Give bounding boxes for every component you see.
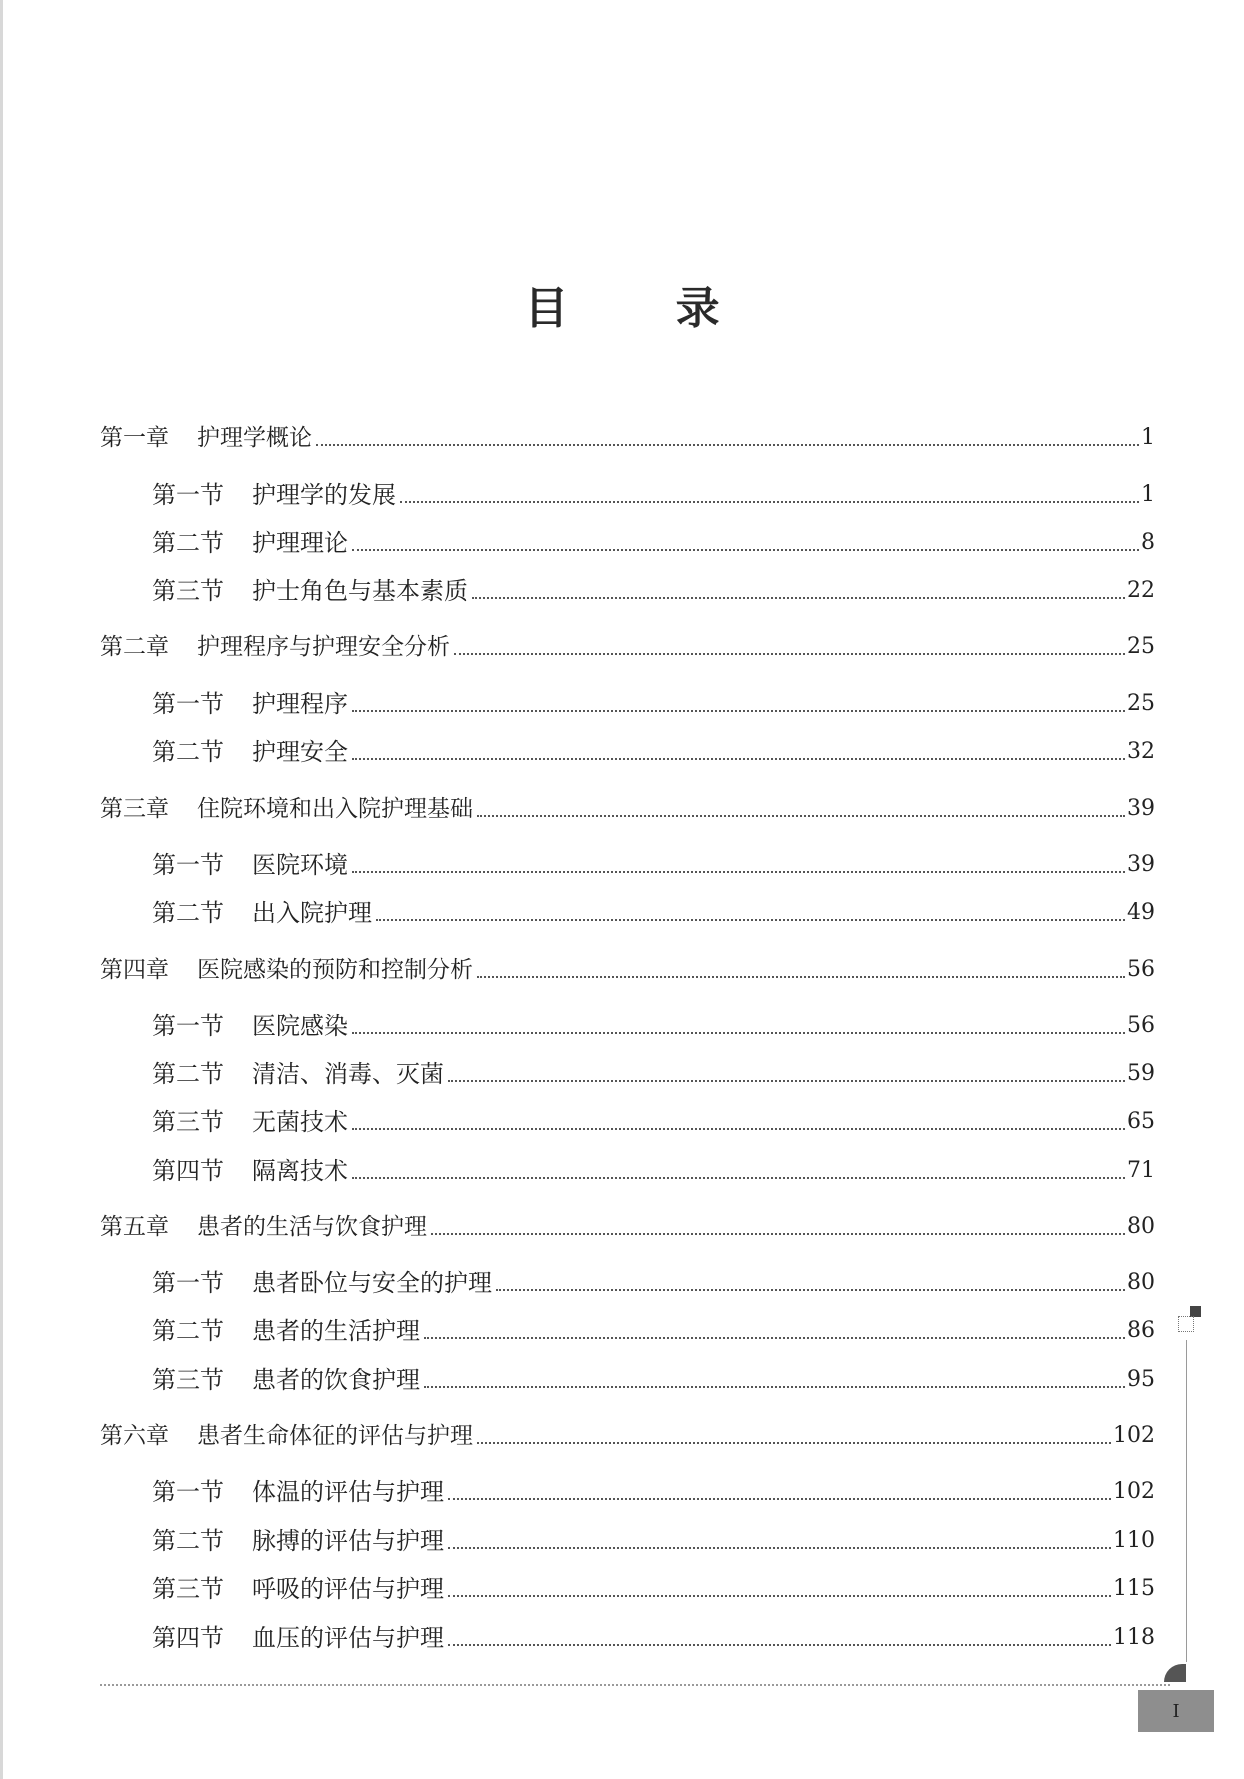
toc-dot-leader bbox=[448, 1547, 1111, 1549]
toc-entry-title: 呼吸的评估与护理 bbox=[252, 1575, 444, 1603]
toc-entry-title: 住院环境和出入院护理基础 bbox=[197, 796, 473, 822]
footer-rule bbox=[100, 1684, 1170, 1686]
toc-entry-title: 患者生命体征的评估与护理 bbox=[197, 1423, 473, 1449]
toc-entry-title: 隔离技术 bbox=[252, 1157, 348, 1185]
toc-entry-page: 110 bbox=[1113, 1528, 1155, 1553]
toc-dot-leader bbox=[454, 653, 1125, 655]
toc-entry-number: 第一章 bbox=[100, 425, 169, 451]
toc-entry-page: 80 bbox=[1127, 1214, 1155, 1239]
toc-dot-leader bbox=[316, 444, 1139, 446]
toc-entry-title: 患者的生活与饮食护理 bbox=[197, 1214, 427, 1240]
toc-entry-page: 8 bbox=[1141, 530, 1155, 555]
margin-line bbox=[1186, 1340, 1187, 1662]
toc-entry-number: 第三章 bbox=[100, 796, 169, 822]
toc-entry-title: 护理程序 bbox=[252, 690, 348, 718]
toc-dot-leader bbox=[448, 1498, 1111, 1500]
toc-entry-number: 第二节 bbox=[152, 738, 224, 766]
toc-entry-number: 第三节 bbox=[152, 577, 224, 605]
toc-entry-number: 第一节 bbox=[152, 1012, 224, 1040]
toc-dot-leader bbox=[448, 1595, 1111, 1597]
toc-entry-number: 第一节 bbox=[152, 851, 224, 879]
toc-entry-page: 102 bbox=[1113, 1423, 1155, 1448]
toc-entry-title: 医院环境 bbox=[252, 851, 348, 879]
toc-chapter-entry[interactable] bbox=[100, 1208, 1155, 1242]
toc-section-entry[interactable] bbox=[152, 1361, 1155, 1395]
toc-entry-page: 25 bbox=[1127, 691, 1155, 716]
toc-section-entry[interactable] bbox=[152, 1522, 1155, 1556]
toc-entry-page: 56 bbox=[1127, 957, 1155, 982]
toc-entry-title: 护理学的发展 bbox=[252, 481, 396, 509]
toc-entry-page: 1 bbox=[1141, 482, 1155, 507]
toc-dot-leader bbox=[448, 1644, 1111, 1646]
toc-section-entry[interactable] bbox=[152, 524, 1155, 558]
toc-entry-title: 护理理论 bbox=[252, 529, 348, 557]
toc-entry-page: 118 bbox=[1113, 1625, 1155, 1650]
toc-dot-leader bbox=[477, 976, 1125, 978]
toc-entry-title: 无菌技术 bbox=[252, 1108, 348, 1136]
toc-entry-title: 患者卧位与安全的护理 bbox=[252, 1269, 492, 1297]
toc-entry-number: 第二节 bbox=[152, 1527, 224, 1555]
toc-chapter-entry[interactable] bbox=[100, 1417, 1155, 1451]
toc-section-entry[interactable] bbox=[152, 572, 1155, 606]
toc-chapter-entry[interactable] bbox=[100, 790, 1155, 824]
toc-entry-page: 1 bbox=[1141, 425, 1155, 450]
toc-dot-leader bbox=[400, 501, 1139, 503]
toc-dot-leader bbox=[477, 815, 1125, 817]
toc-entry-title: 医院感染的预防和控制分析 bbox=[197, 957, 473, 983]
toc-entry-page: 59 bbox=[1127, 1061, 1155, 1086]
toc-section-entry[interactable] bbox=[152, 1103, 1155, 1137]
toc-entry-number: 第一节 bbox=[152, 690, 224, 718]
toc-entry-number: 第五章 bbox=[100, 1214, 169, 1240]
toc-entry-title: 医院感染 bbox=[252, 1012, 348, 1040]
toc-section-entry[interactable] bbox=[152, 1055, 1155, 1089]
toc-entry-page: 56 bbox=[1127, 1013, 1155, 1038]
toc-entry-number: 第三节 bbox=[152, 1575, 224, 1603]
toc-entry-number: 第一节 bbox=[152, 481, 224, 509]
toc-entry-number: 第二节 bbox=[152, 899, 224, 927]
toc-entry-number: 第二节 bbox=[152, 1060, 224, 1088]
toc-entry-number: 第二节 bbox=[152, 1317, 224, 1345]
toc-dot-leader bbox=[431, 1233, 1125, 1235]
toc-entry-page: 65 bbox=[1127, 1109, 1155, 1134]
toc-section-entry[interactable] bbox=[152, 1312, 1155, 1346]
toc-dot-leader bbox=[424, 1337, 1125, 1339]
page-title: 目 录 bbox=[524, 283, 766, 334]
toc-dot-leader bbox=[352, 1177, 1125, 1179]
toc-section-entry[interactable] bbox=[152, 1152, 1155, 1186]
toc-entry-number: 第六章 bbox=[100, 1423, 169, 1449]
toc-entry-number: 第二节 bbox=[152, 529, 224, 557]
toc-entry-number: 第一节 bbox=[152, 1269, 224, 1297]
toc-dot-leader bbox=[352, 549, 1139, 551]
toc-chapter-entry[interactable] bbox=[100, 628, 1155, 662]
toc-entry-title: 脉搏的评估与护理 bbox=[252, 1527, 444, 1555]
toc-entry-number: 第四节 bbox=[152, 1624, 224, 1652]
toc-entry-page: 39 bbox=[1127, 852, 1155, 877]
toc-entry-number: 第三节 bbox=[152, 1366, 224, 1394]
toc-section-entry[interactable] bbox=[152, 1619, 1155, 1653]
toc-dot-leader bbox=[352, 871, 1125, 873]
toc-dot-leader bbox=[448, 1080, 1125, 1082]
toc-section-entry[interactable] bbox=[152, 685, 1155, 719]
scan-edge bbox=[0, 0, 3, 1779]
toc-section-entry[interactable] bbox=[152, 733, 1155, 767]
toc-section-entry[interactable] bbox=[152, 1473, 1155, 1507]
toc-dot-leader bbox=[352, 758, 1125, 760]
toc-entry-number: 第四节 bbox=[152, 1157, 224, 1185]
toc-section-entry[interactable] bbox=[152, 1007, 1155, 1041]
toc-section-entry[interactable] bbox=[152, 846, 1155, 880]
toc-dot-leader bbox=[472, 597, 1125, 599]
page-number: I bbox=[1138, 1690, 1214, 1732]
toc-dot-leader bbox=[424, 1386, 1125, 1388]
toc-entry-page: 102 bbox=[1113, 1479, 1155, 1504]
toc-entry-title: 护理程序与护理安全分析 bbox=[197, 634, 450, 660]
toc-entry-title: 患者的饮食护理 bbox=[252, 1366, 420, 1394]
toc-dot-leader bbox=[352, 1128, 1125, 1130]
toc-entry-page: 22 bbox=[1127, 578, 1155, 603]
toc-chapter-entry[interactable] bbox=[100, 951, 1155, 985]
toc-section-entry[interactable] bbox=[152, 476, 1155, 510]
toc-dot-leader bbox=[477, 1442, 1111, 1444]
corner-bracket bbox=[1178, 1316, 1194, 1332]
toc-entry-number: 第四章 bbox=[100, 957, 169, 983]
toc-entry-page: 39 bbox=[1127, 796, 1155, 821]
toc-section-entry[interactable] bbox=[152, 1264, 1155, 1298]
toc-entry-title: 患者的生活护理 bbox=[252, 1317, 420, 1345]
toc-dot-leader bbox=[352, 1032, 1125, 1034]
toc-entry-page: 71 bbox=[1127, 1158, 1155, 1183]
toc-chapter-entry[interactable] bbox=[100, 419, 1155, 453]
toc-entry-number: 第二章 bbox=[100, 634, 169, 660]
toc-dot-leader bbox=[376, 919, 1125, 921]
toc-entry-number: 第三节 bbox=[152, 1108, 224, 1136]
toc-entry-title: 护理学概论 bbox=[197, 425, 312, 451]
toc-entry-page: 115 bbox=[1113, 1576, 1155, 1601]
toc-entry-page: 25 bbox=[1127, 634, 1155, 659]
toc-entry-page: 86 bbox=[1127, 1318, 1155, 1343]
toc-entry-page: 49 bbox=[1127, 900, 1155, 925]
toc-entry-page: 80 bbox=[1127, 1270, 1155, 1295]
toc-entry-title: 血压的评估与护理 bbox=[252, 1624, 444, 1652]
toc-entry-title: 清洁、消毒、灭菌 bbox=[252, 1060, 444, 1088]
toc-entry-number: 第一节 bbox=[152, 1478, 224, 1506]
toc-entry-title: 护理安全 bbox=[252, 738, 348, 766]
toc-entry-title: 体温的评估与护理 bbox=[252, 1478, 444, 1506]
toc-entry-page: 32 bbox=[1127, 739, 1155, 764]
toc-dot-leader bbox=[352, 710, 1125, 712]
toc-entry-page: 95 bbox=[1127, 1367, 1155, 1392]
toc-section-entry[interactable] bbox=[152, 894, 1155, 928]
toc-entry-title: 出入院护理 bbox=[252, 899, 372, 927]
corner-tab bbox=[1164, 1664, 1186, 1682]
toc-entry-title: 护士角色与基本素质 bbox=[252, 577, 468, 605]
toc-dot-leader bbox=[496, 1289, 1125, 1291]
toc-section-entry[interactable] bbox=[152, 1570, 1155, 1604]
